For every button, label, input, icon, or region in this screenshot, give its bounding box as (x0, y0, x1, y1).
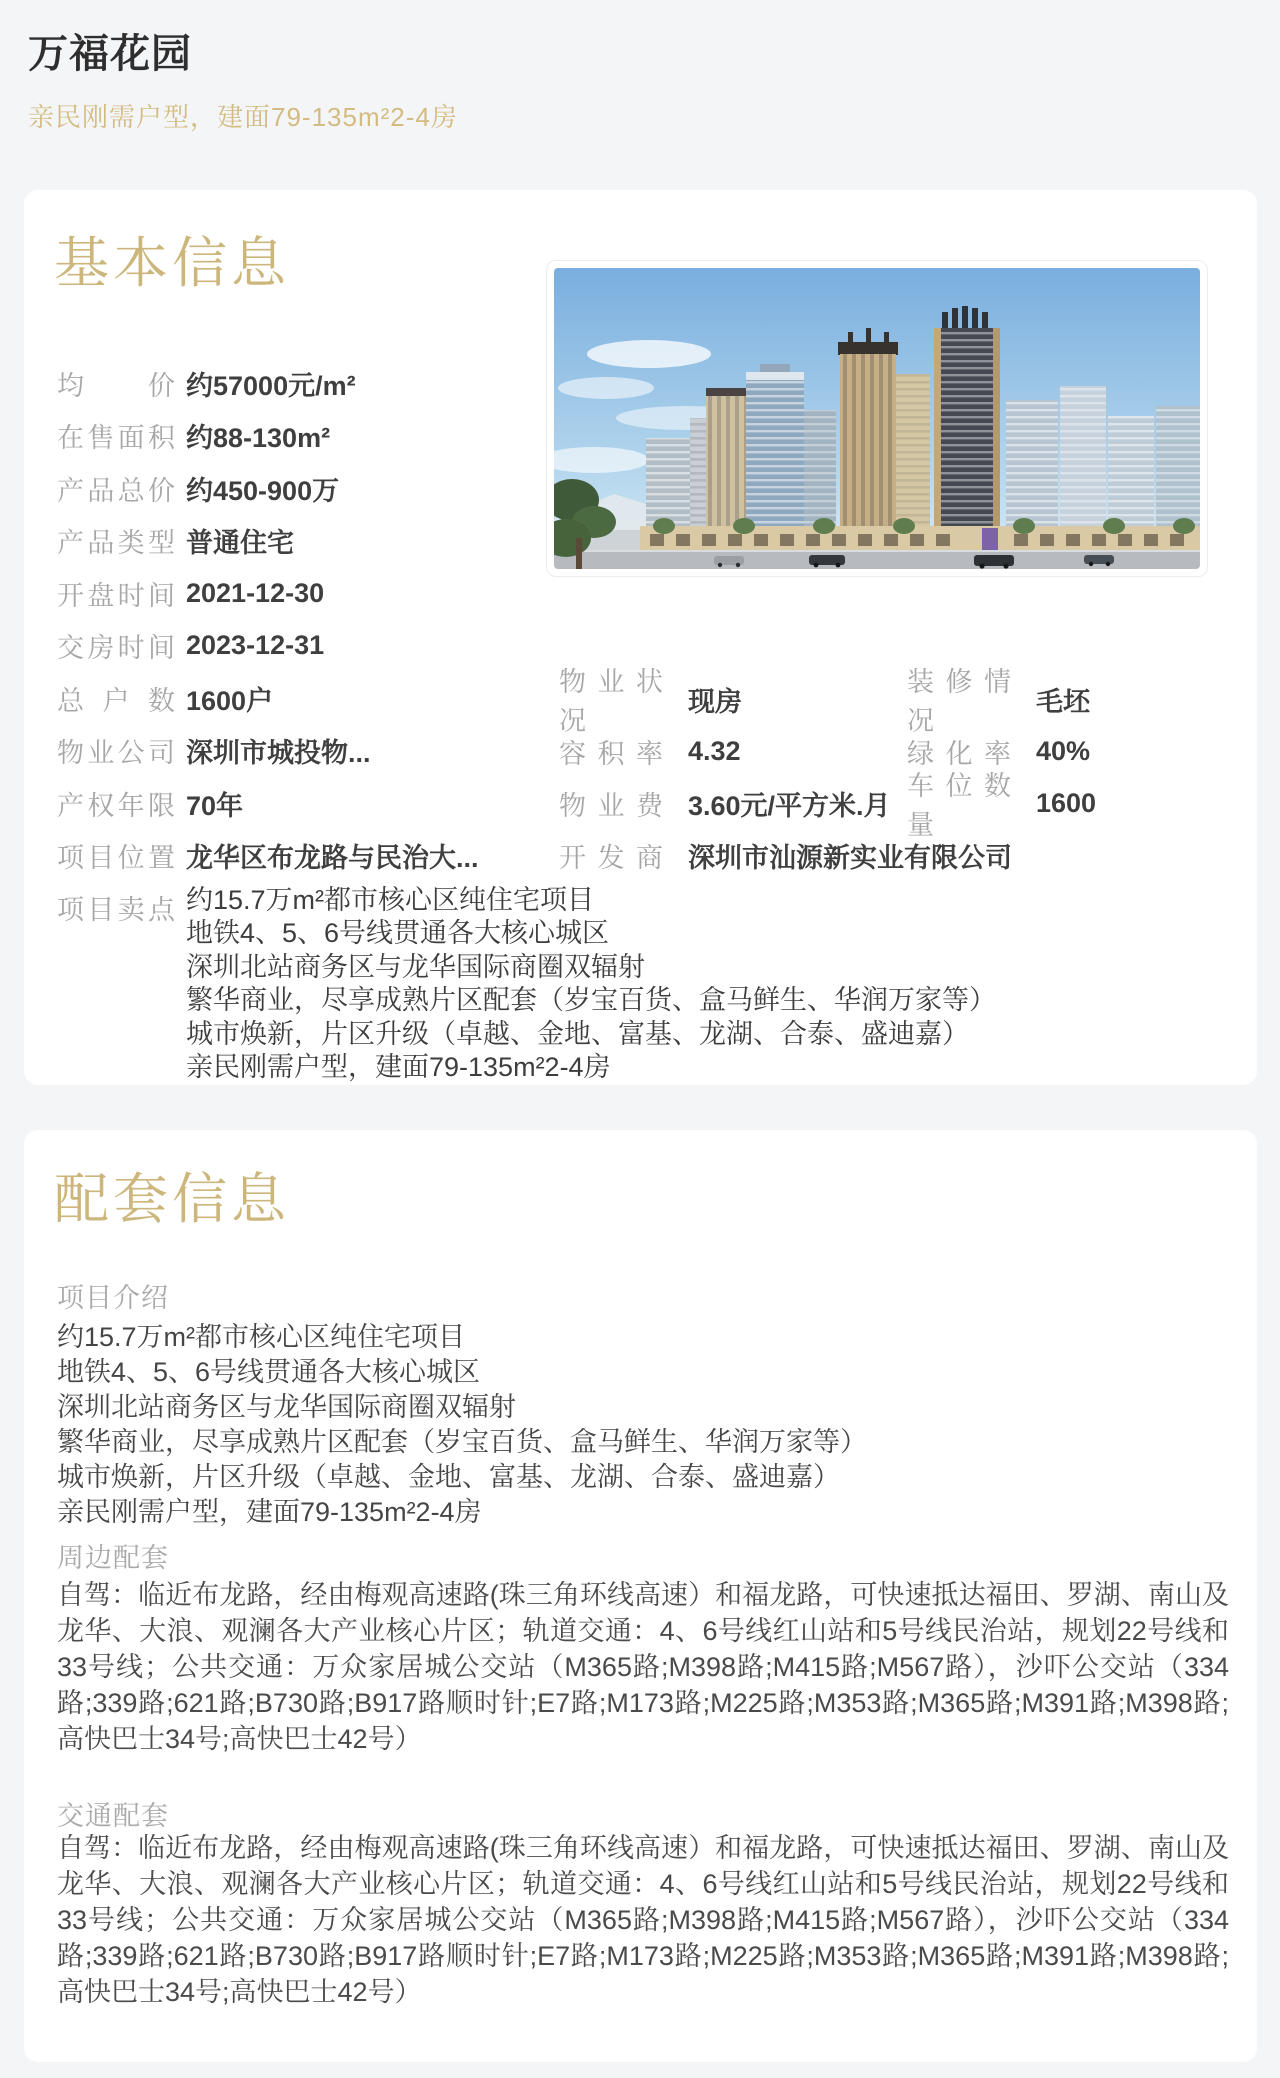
info-label: 车位数量 (907, 771, 1011, 840)
selling-point-line: 繁华商业，尽享成熟片区配套（岁宝百货、盒马鲜生、华润万家等） (186, 985, 996, 1016)
surrounding-facilities-label: 周边配套 (57, 1543, 169, 1573)
info-label: 产权年限 (57, 790, 175, 821)
info-row-avg-price (57, 357, 537, 410)
traffic-facilities-text: 自驾：临近布龙路，经由梅观高速路(珠三角环线高速）和福龙路，可快速抵达福田、罗湖、南山及龙华、大浪、观澜各大产业核心片区；轨道交通：4、6号线红山站和5号线民治站，规划22号线和33号线；公共交通：万众家居城公交站（M365路;M398路;M415路;M567路），沙吓公交站（334路;339路;621路;B730路;B917路顺时针;E7路;M173路;M225路;M353路;M365路;M391路;M398路;高快巴士34号;高快巴士42号） (57, 1833, 1229, 2007)
info-value: 40% (1036, 735, 1091, 766)
facilities-heading: 配套信息 (54, 1168, 291, 1230)
basic-info-left-column (57, 357, 537, 882)
traffic-facilities-label: 交通配套 (57, 1801, 169, 1831)
info-label: 绿化率 (907, 738, 1011, 769)
info-label: 交房时间 (57, 633, 175, 664)
info-label: 产品类型 (57, 528, 175, 559)
info-row-sale-area (57, 410, 537, 463)
intro-line: 繁华商业，尽享成熟片区配套（岁宝百货、盒马鲜生、华润万家等） (57, 1427, 867, 1457)
building-rendering-graphic (554, 268, 1200, 569)
info-value: 深圳市城投物... (186, 738, 371, 769)
info-row-fee-parking (559, 771, 1249, 840)
info-label: 均价 (57, 370, 175, 401)
info-label: 产品总价 (57, 475, 175, 506)
intro-line: 约15.7万m²都市核心区纯住宅项目 (57, 1322, 466, 1352)
info-label: 物业状况 (559, 667, 663, 736)
info-label: 容积率 (559, 738, 663, 769)
info-label: 开盘时间 (57, 580, 175, 611)
info-label: 物业公司 (57, 738, 175, 769)
intro-line: 深圳北站商务区与龙华国际商圈双辐射 (57, 1392, 516, 1422)
info-row-households (57, 672, 537, 725)
selling-point-line: 城市焕新，片区升级（卓越、金地、富基、龙湖、合泰、盛迪嘉） (186, 1018, 969, 1049)
info-label: 装修情况 (907, 667, 1011, 736)
info-row-location (57, 830, 537, 883)
info-value: 1600 (1036, 787, 1097, 818)
info-row-status-decoration (559, 667, 1249, 736)
info-label: 物业费 (559, 790, 663, 821)
selling-point-line: 亲民刚需户型，建面79-135m²2-4房 (186, 1052, 611, 1083)
info-label: 开发商 (559, 842, 663, 873)
info-label: 总户数 (57, 685, 175, 716)
facilities-card (24, 1130, 1257, 2062)
selling-point-line: 深圳北站商务区与龙华国际商圈双辐射 (186, 951, 645, 982)
intro-line: 亲民刚需户型，建面79-135m²2-4房 (57, 1497, 482, 1527)
info-value: 龙华区布龙路与民治大... (186, 843, 479, 874)
info-row-tenure (57, 777, 537, 830)
info-value: 2021-12-30 (186, 577, 325, 608)
project-intro-lines (57, 1320, 867, 1530)
page-header (28, 22, 458, 134)
page-title: 万福花园 (28, 32, 192, 76)
info-label: 项目卖点 (57, 895, 175, 925)
info-row-delivery-date (57, 620, 537, 673)
selling-point-line: 约15.7万m²都市核心区纯住宅项目 (186, 885, 595, 915)
selling-point-line: 地铁4、5、6号线贯通各大核心城区 (186, 918, 610, 949)
basic-info-heading: 基本信息 (54, 232, 291, 294)
info-label: 在售面积 (57, 423, 175, 454)
property-rendering-image[interactable] (546, 260, 1208, 577)
intro-line: 地铁4、5、6号线贯通各大核心城区 (57, 1357, 481, 1387)
info-value: 70年 (186, 790, 244, 821)
selling-points-lines (186, 884, 996, 1084)
page-subtitle: 亲民刚需户型，建面79-135m²2-4房 (28, 102, 458, 132)
info-value: 毛坯 (1036, 686, 1090, 717)
info-row-developer (559, 829, 1249, 881)
info-value: 约88-130m² (186, 423, 331, 454)
basic-info-right-column (559, 667, 1249, 881)
info-row-open-date (57, 567, 537, 620)
info-row-plot-green-ratio (559, 725, 1249, 777)
info-value: 约450-900万 (186, 475, 340, 506)
info-row-total-price (57, 462, 537, 515)
info-value: 2023-12-31 (186, 630, 325, 661)
info-label: 项目位置 (57, 843, 175, 874)
info-row-product-type (57, 515, 537, 568)
project-intro-label: 项目介绍 (57, 1283, 169, 1313)
info-value: 现房 (688, 686, 742, 717)
info-value: 普通住宅 (186, 528, 294, 559)
info-value: 1600户 (186, 685, 274, 716)
info-row-property-company (57, 725, 537, 778)
surrounding-facilities-text: 自驾：临近布龙路，经由梅观高速路(珠三角环线高速）和福龙路，可快速抵达福田、罗湖、南山及龙华、大浪、观澜各大产业核心片区；轨道交通：4、6号线红山站和5号线民治站，规划22号线和33号线；公共交通：万众家居城公交站（M365路;M398路;M415路;M567路），沙吓公交站（334路;339路;621路;B730路;B917路顺时针;E7路;M173路;M225路;M353路;M365路;M391路;M398路;高快巴士34号;高快巴士42号） (57, 1580, 1229, 1754)
info-value: 3.60元/平方米.月 (688, 790, 891, 821)
basic-info-card (24, 190, 1257, 1085)
info-value: 约57000元/m² (186, 370, 356, 401)
info-value: 4.32 (688, 735, 741, 766)
selling-points-row (57, 884, 996, 1084)
info-value: 深圳市汕源新实业有限公司 (688, 842, 1012, 873)
intro-line: 城市焕新，片区升级（卓越、金地、富基、龙湖、合泰、盛迪嘉） (57, 1462, 840, 1492)
